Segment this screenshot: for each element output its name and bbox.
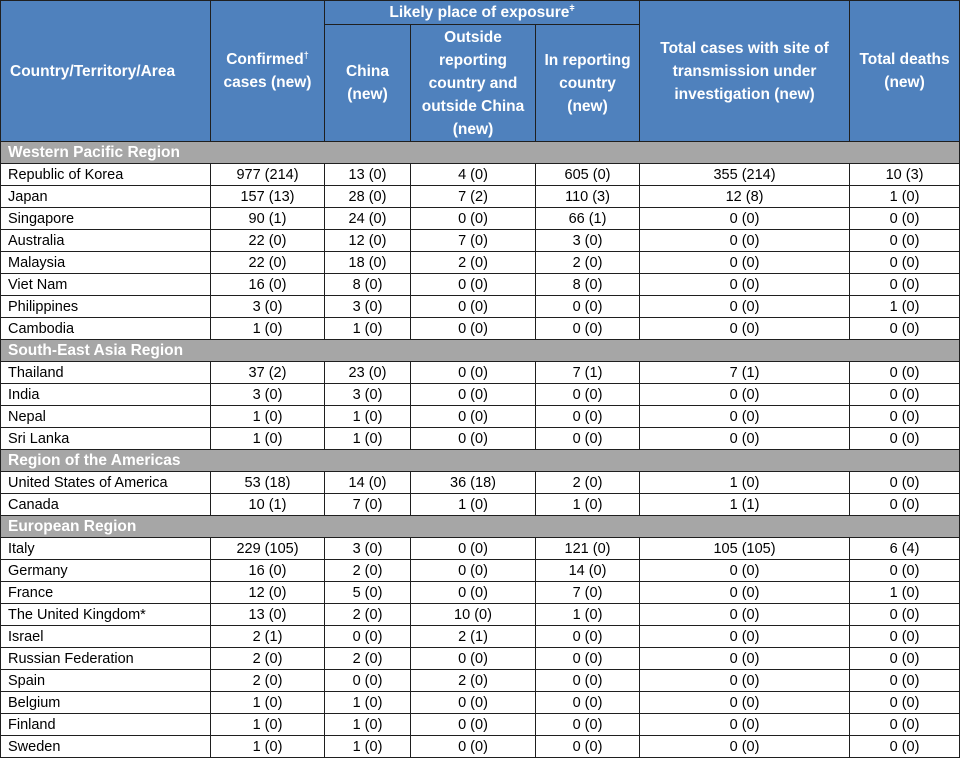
outside-cell: 0 (0) xyxy=(411,714,536,736)
confirmed-cell: 3 (0) xyxy=(211,296,325,318)
china-cell: 28 (0) xyxy=(325,186,411,208)
header-confirmed xyxy=(211,1,325,142)
deaths-cell: 6 (4) xyxy=(850,538,960,560)
investigation-cell: 105 (105) xyxy=(640,538,850,560)
investigation-cell: 0 (0) xyxy=(640,428,850,450)
outside-cell: 0 (0) xyxy=(411,406,536,428)
country-cell: India xyxy=(1,384,211,406)
confirmed-cell: 1 (0) xyxy=(211,736,325,758)
table-row xyxy=(1,384,960,406)
confirmed-cell: 2 (0) xyxy=(211,648,325,670)
investigation-cell: 0 (0) xyxy=(640,252,850,274)
confirmed-cell: 3 (0) xyxy=(211,384,325,406)
deaths-cell: 0 (0) xyxy=(850,472,960,494)
table-row xyxy=(1,472,960,494)
in-country-cell: 0 (0) xyxy=(536,648,640,670)
investigation-cell: 0 (0) xyxy=(640,692,850,714)
deaths-cell: 0 (0) xyxy=(850,714,960,736)
deaths-cell: 0 (0) xyxy=(850,648,960,670)
table-row xyxy=(1,604,960,626)
investigation-cell: 0 (0) xyxy=(640,670,850,692)
confirmed-cell: 1 (0) xyxy=(211,692,325,714)
country-cell: Germany xyxy=(1,560,211,582)
outside-cell: 36 (18) xyxy=(411,472,536,494)
region-name: Western Pacific Region xyxy=(1,142,960,164)
china-cell: 2 (0) xyxy=(325,560,411,582)
outside-cell: 2 (1) xyxy=(411,626,536,648)
header-outside: Outside reporting country and outside China (new) xyxy=(411,25,536,142)
table-row xyxy=(1,582,960,604)
in-country-cell: 0 (0) xyxy=(536,318,640,340)
confirmed-cell: 977 (214) xyxy=(211,164,325,186)
table-row xyxy=(1,252,960,274)
table-row xyxy=(1,428,960,450)
header-likely-place-label: Likely place of exposure xyxy=(389,4,570,21)
confirmed-cell: 16 (0) xyxy=(211,560,325,582)
header-confirmed-new: cases (new) xyxy=(223,74,312,91)
in-country-cell: 7 (0) xyxy=(536,582,640,604)
investigation-cell: 0 (0) xyxy=(640,604,850,626)
table-header xyxy=(1,1,960,142)
header-confirmed-label: Confirmed xyxy=(226,51,304,68)
in-country-cell: 605 (0) xyxy=(536,164,640,186)
investigation-cell: 1 (0) xyxy=(640,472,850,494)
deaths-cell: 10 (3) xyxy=(850,164,960,186)
outside-cell: 1 (0) xyxy=(411,494,536,516)
table-row xyxy=(1,208,960,230)
table-row xyxy=(1,164,960,186)
region-row xyxy=(1,450,960,472)
confirmed-cell: 2 (0) xyxy=(211,670,325,692)
in-country-cell: 0 (0) xyxy=(536,670,640,692)
header-deaths: Total deaths (new) xyxy=(850,1,960,142)
deaths-cell: 0 (0) xyxy=(850,626,960,648)
in-country-cell: 0 (0) xyxy=(536,714,640,736)
deaths-cell: 0 (0) xyxy=(850,560,960,582)
in-country-cell: 110 (3) xyxy=(536,186,640,208)
outside-cell: 0 (0) xyxy=(411,208,536,230)
country-cell: Finland xyxy=(1,714,211,736)
confirmed-cell: 16 (0) xyxy=(211,274,325,296)
in-country-cell: 1 (0) xyxy=(536,494,640,516)
in-country-cell: 66 (1) xyxy=(536,208,640,230)
outside-cell: 0 (0) xyxy=(411,648,536,670)
in-country-cell: 0 (0) xyxy=(536,384,640,406)
country-cell: Belgium xyxy=(1,692,211,714)
confirmed-cell: 1 (0) xyxy=(211,428,325,450)
confirmed-cell: 37 (2) xyxy=(211,362,325,384)
confirmed-cell: 22 (0) xyxy=(211,230,325,252)
region-name: Region of the Americas xyxy=(1,450,960,472)
country-cell: Italy xyxy=(1,538,211,560)
deaths-cell: 0 (0) xyxy=(850,384,960,406)
investigation-cell: 0 (0) xyxy=(640,736,850,758)
investigation-cell: 0 (0) xyxy=(640,230,850,252)
china-cell: 0 (0) xyxy=(325,670,411,692)
investigation-cell: 0 (0) xyxy=(640,582,850,604)
deaths-cell: 0 (0) xyxy=(850,692,960,714)
country-cell: United States of America xyxy=(1,472,211,494)
table-body xyxy=(1,142,960,758)
table-row xyxy=(1,670,960,692)
table-row xyxy=(1,186,960,208)
investigation-cell: 0 (0) xyxy=(640,208,850,230)
country-cell: France xyxy=(1,582,211,604)
header-country: Country/Territory/Area xyxy=(1,1,211,142)
china-cell: 24 (0) xyxy=(325,208,411,230)
deaths-cell: 0 (0) xyxy=(850,230,960,252)
outside-cell: 2 (0) xyxy=(411,670,536,692)
investigation-cell: 0 (0) xyxy=(640,296,850,318)
in-country-cell: 2 (0) xyxy=(536,252,640,274)
investigation-cell: 12 (8) xyxy=(640,186,850,208)
country-cell: Sweden xyxy=(1,736,211,758)
confirmed-cell: 22 (0) xyxy=(211,252,325,274)
investigation-cell: 0 (0) xyxy=(640,318,850,340)
outside-cell: 0 (0) xyxy=(411,692,536,714)
confirmed-cell: 157 (13) xyxy=(211,186,325,208)
outside-cell: 0 (0) xyxy=(411,318,536,340)
outside-cell: 0 (0) xyxy=(411,384,536,406)
confirmed-cell: 53 (18) xyxy=(211,472,325,494)
table-row xyxy=(1,494,960,516)
country-cell: Republic of Korea xyxy=(1,164,211,186)
table-row xyxy=(1,538,960,560)
outside-cell: 0 (0) xyxy=(411,560,536,582)
header-china: China (new) xyxy=(325,25,411,142)
confirmed-cell: 10 (1) xyxy=(211,494,325,516)
confirmed-cell: 90 (1) xyxy=(211,208,325,230)
deaths-cell: 0 (0) xyxy=(850,252,960,274)
country-cell: Australia xyxy=(1,230,211,252)
china-cell: 13 (0) xyxy=(325,164,411,186)
in-country-cell: 0 (0) xyxy=(536,626,640,648)
deaths-cell: 0 (0) xyxy=(850,274,960,296)
china-cell: 1 (0) xyxy=(325,318,411,340)
country-cell: The United Kingdom* xyxy=(1,604,211,626)
deaths-cell: 0 (0) xyxy=(850,736,960,758)
confirmed-cell: 12 (0) xyxy=(211,582,325,604)
country-cell: Malaysia xyxy=(1,252,211,274)
china-cell: 1 (0) xyxy=(325,736,411,758)
outside-cell: 7 (2) xyxy=(411,186,536,208)
region-row xyxy=(1,516,960,538)
header-under-investigation: Total cases with site of transmission under investigation (new) xyxy=(640,1,850,142)
table-row xyxy=(1,626,960,648)
china-cell: 2 (0) xyxy=(325,604,411,626)
china-cell: 3 (0) xyxy=(325,384,411,406)
investigation-cell: 0 (0) xyxy=(640,406,850,428)
confirmed-cell: 1 (0) xyxy=(211,318,325,340)
outside-cell: 4 (0) xyxy=(411,164,536,186)
double-dagger-footnote-mark: ǂ xyxy=(569,2,575,13)
country-cell: Canada xyxy=(1,494,211,516)
confirmed-cell: 13 (0) xyxy=(211,604,325,626)
confirmed-cell: 1 (0) xyxy=(211,406,325,428)
deaths-cell: 1 (0) xyxy=(850,296,960,318)
country-cell: Thailand xyxy=(1,362,211,384)
table-row xyxy=(1,318,960,340)
investigation-cell: 7 (1) xyxy=(640,362,850,384)
country-cell: Viet Nam xyxy=(1,274,211,296)
country-cell: Philippines xyxy=(1,296,211,318)
country-cell: Singapore xyxy=(1,208,211,230)
in-country-cell: 3 (0) xyxy=(536,230,640,252)
investigation-cell: 0 (0) xyxy=(640,648,850,670)
confirmed-cell: 2 (1) xyxy=(211,626,325,648)
china-cell: 12 (0) xyxy=(325,230,411,252)
country-cell: Nepal xyxy=(1,406,211,428)
outside-cell: 0 (0) xyxy=(411,736,536,758)
confirmed-cell: 229 (105) xyxy=(211,538,325,560)
in-country-cell: 8 (0) xyxy=(536,274,640,296)
table-row xyxy=(1,406,960,428)
investigation-cell: 1 (1) xyxy=(640,494,850,516)
deaths-cell: 0 (0) xyxy=(850,428,960,450)
table-row xyxy=(1,296,960,318)
investigation-cell: 0 (0) xyxy=(640,560,850,582)
outside-cell: 2 (0) xyxy=(411,252,536,274)
deaths-cell: 0 (0) xyxy=(850,670,960,692)
china-cell: 2 (0) xyxy=(325,648,411,670)
deaths-cell: 0 (0) xyxy=(850,318,960,340)
china-cell: 1 (0) xyxy=(325,406,411,428)
deaths-cell: 1 (0) xyxy=(850,582,960,604)
confirmed-cell: 1 (0) xyxy=(211,714,325,736)
in-country-cell: 2 (0) xyxy=(536,472,640,494)
deaths-cell: 0 (0) xyxy=(850,604,960,626)
outside-cell: 0 (0) xyxy=(411,362,536,384)
china-cell: 1 (0) xyxy=(325,428,411,450)
outside-cell: 7 (0) xyxy=(411,230,536,252)
in-country-cell: 0 (0) xyxy=(536,428,640,450)
china-cell: 3 (0) xyxy=(325,538,411,560)
deaths-cell: 0 (0) xyxy=(850,406,960,428)
china-cell: 1 (0) xyxy=(325,714,411,736)
table-row xyxy=(1,648,960,670)
table-row xyxy=(1,362,960,384)
china-cell: 23 (0) xyxy=(325,362,411,384)
country-cell: Russian Federation xyxy=(1,648,211,670)
outside-cell: 0 (0) xyxy=(411,274,536,296)
in-country-cell: 0 (0) xyxy=(536,736,640,758)
table-row xyxy=(1,230,960,252)
china-cell: 14 (0) xyxy=(325,472,411,494)
country-cell: Sri Lanka xyxy=(1,428,211,450)
dagger-footnote-mark: † xyxy=(303,49,309,60)
in-country-cell: 121 (0) xyxy=(536,538,640,560)
country-cell: Japan xyxy=(1,186,211,208)
country-cell: Israel xyxy=(1,626,211,648)
china-cell: 5 (0) xyxy=(325,582,411,604)
deaths-cell: 0 (0) xyxy=(850,208,960,230)
deaths-cell: 0 (0) xyxy=(850,362,960,384)
china-cell: 3 (0) xyxy=(325,296,411,318)
outside-cell: 0 (0) xyxy=(411,296,536,318)
outside-cell: 0 (0) xyxy=(411,428,536,450)
table-row xyxy=(1,736,960,758)
table-row xyxy=(1,274,960,296)
in-country-cell: 14 (0) xyxy=(536,560,640,582)
outside-cell: 10 (0) xyxy=(411,604,536,626)
table-row xyxy=(1,692,960,714)
table-row xyxy=(1,714,960,736)
in-country-cell: 0 (0) xyxy=(536,692,640,714)
header-in-reporting: In reporting country (new) xyxy=(536,25,640,142)
deaths-cell: 0 (0) xyxy=(850,494,960,516)
outside-cell: 0 (0) xyxy=(411,538,536,560)
country-cell: Cambodia xyxy=(1,318,211,340)
in-country-cell: 1 (0) xyxy=(536,604,640,626)
header-likely-place xyxy=(325,1,640,25)
investigation-cell: 0 (0) xyxy=(640,626,850,648)
china-cell: 8 (0) xyxy=(325,274,411,296)
region-name: South-East Asia Region xyxy=(1,340,960,362)
region-name: European Region xyxy=(1,516,960,538)
table-row xyxy=(1,560,960,582)
china-cell: 1 (0) xyxy=(325,692,411,714)
investigation-cell: 355 (214) xyxy=(640,164,850,186)
outside-cell: 0 (0) xyxy=(411,582,536,604)
investigation-cell: 0 (0) xyxy=(640,274,850,296)
deaths-cell: 1 (0) xyxy=(850,186,960,208)
region-row xyxy=(1,142,960,164)
region-row xyxy=(1,340,960,362)
investigation-cell: 0 (0) xyxy=(640,714,850,736)
china-cell: 18 (0) xyxy=(325,252,411,274)
china-cell: 7 (0) xyxy=(325,494,411,516)
china-cell: 0 (0) xyxy=(325,626,411,648)
country-cell: Spain xyxy=(1,670,211,692)
in-country-cell: 7 (1) xyxy=(536,362,640,384)
investigation-cell: 0 (0) xyxy=(640,384,850,406)
in-country-cell: 0 (0) xyxy=(536,296,640,318)
in-country-cell: 0 (0) xyxy=(536,406,640,428)
